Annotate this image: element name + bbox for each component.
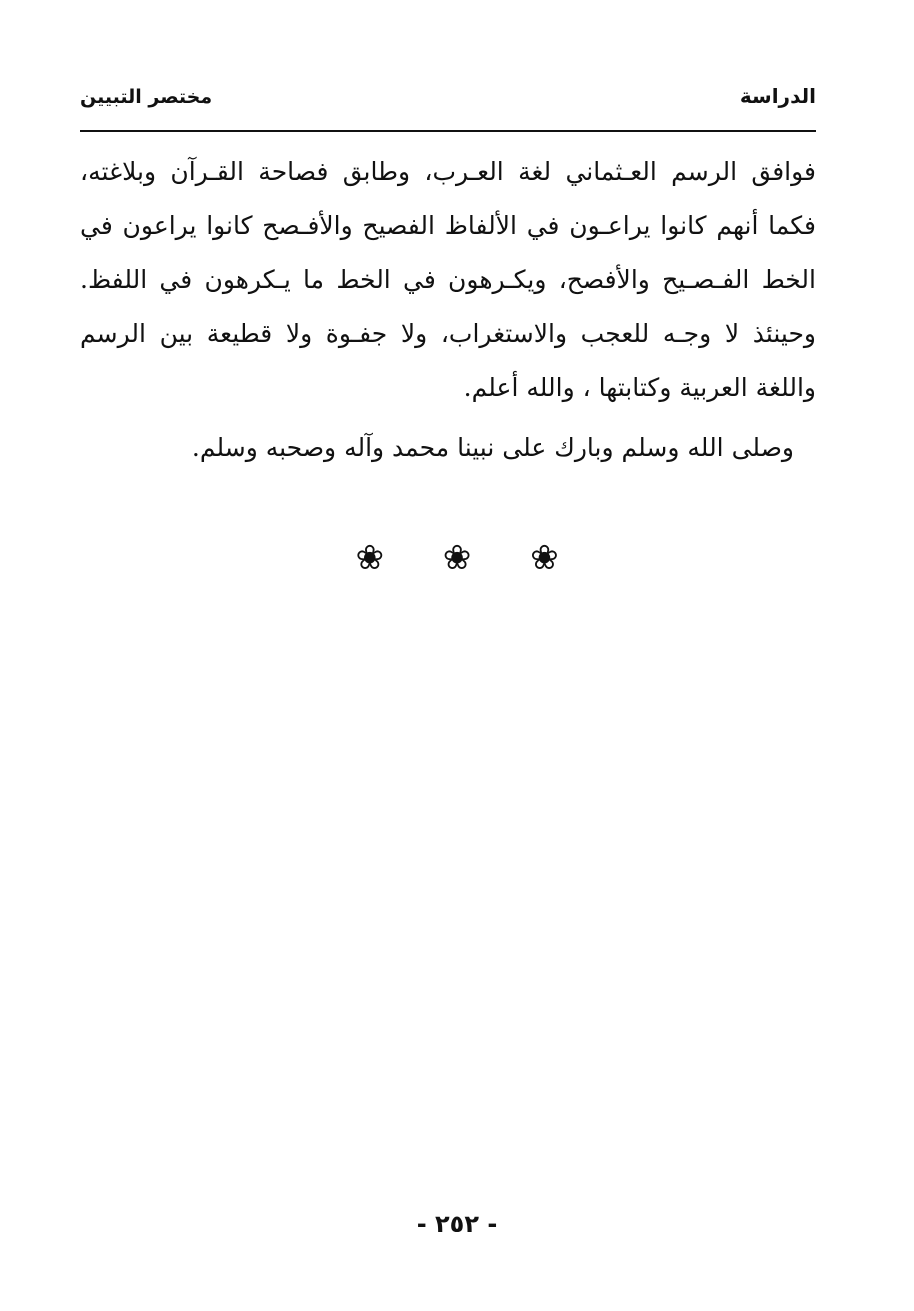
paragraph-closing-prayer: وصلى الله وسلم وبارك على نبينا محمد وآله وصحبه وسلم. <box>191 433 794 462</box>
page-number: - ٢٥٢ - <box>416 1210 498 1238</box>
flower-ornament-icon: ❀ <box>530 538 559 578</box>
page-header <box>80 84 816 118</box>
paragraph-conclusion: فوافق الرسم العـثماني لغة العـرب، وطابق فصاحة القـرآن وبلاغته، فكما أنهم كانوا يراعـون في الألفاظ الفصيح والأفـصح كانوا يراعون في الخط الفـصـيح والأفصح، ويكـرهون في الخط ما يـكرهون في اللفظ. وحينئذ لا وجـه للعجب والاستغراب، ولا جفـوة ولا قطيعة بين الرسم واللغة العربية وكتابتها ، والله أعلم. <box>80 157 816 402</box>
header-divider <box>80 130 816 132</box>
section-title: الدراسة <box>739 84 816 108</box>
main-text <box>80 145 816 475</box>
flower-ornament-icon: ❀ <box>442 538 472 578</box>
flower-ornament-icon: ❀ <box>355 538 384 578</box>
book-title: مختصر التبيين <box>80 86 213 108</box>
section-end-ornaments <box>0 538 914 578</box>
